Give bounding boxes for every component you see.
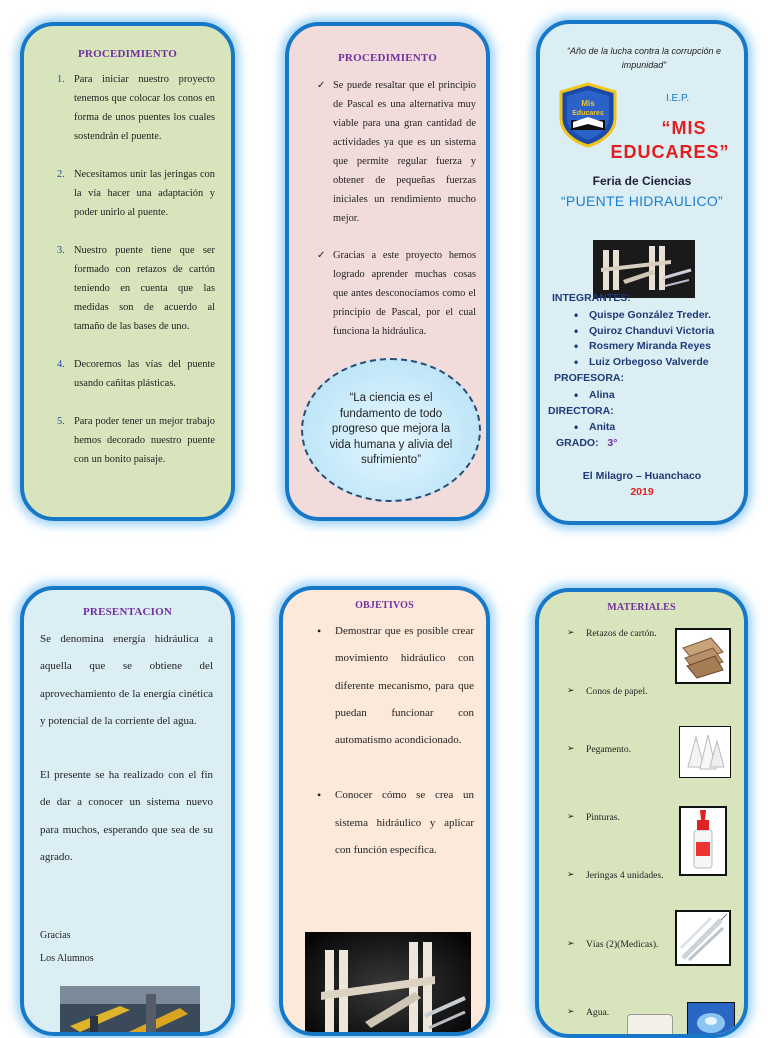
list-item: [567, 628, 657, 639]
svg-text:Mis: Mis: [581, 99, 595, 108]
project-title: “PUENTE HIDRAULICO”: [560, 193, 724, 209]
panel-title: OBJETIVOS: [355, 600, 414, 611]
objectives-list: [299, 618, 474, 892]
item-text: Se puede resaltar que el principio de Pascal es una alternativa muy viable para una gran cantidad de actividades ya que es un sistema que permite regular fuerza y obtener de pequeñas fuerzas iniciales un rendimiento mucho mejor.: [333, 80, 476, 224]
presentation-body: [40, 626, 213, 898]
bullet-icon: •: [317, 624, 322, 638]
material-name: Conos de papel.: [586, 686, 648, 697]
grado-value: 3°: [607, 437, 618, 449]
step-text: Nuestro puente tiene que ser formado con retazos de cartón teniendo en cuenta que las medidas son de acuerdo al tamaño de las bases de uno.: [74, 245, 215, 332]
material-name: Pinturas.: [586, 812, 620, 823]
arrow-bullet-icon: ➢: [567, 939, 575, 949]
glue-bottle-image: [679, 806, 727, 876]
panel-cover: [536, 20, 748, 525]
material-name: Jeringas 4 unidades.: [586, 870, 664, 881]
step-number: 5.: [57, 416, 65, 427]
list-item: [34, 412, 215, 469]
school-name-line2: EDUCARES”: [610, 142, 730, 162]
school-name-line1: “MIS: [661, 118, 707, 138]
panel-title: PROCEDIMIENTO: [338, 52, 437, 64]
arrow-bullet-icon: ➢: [567, 812, 575, 822]
item-text: Demostrar que es posible crear movimiento hidráulico con diferente mecanismo, para que puedan funcionar con automatismo acondicionado.: [335, 625, 474, 747]
list-item: [567, 1007, 609, 1018]
step-number: 2.: [57, 169, 65, 180]
school-name: [610, 116, 748, 164]
water-image: [687, 1002, 735, 1038]
material-name: Retazos de cartón.: [586, 628, 657, 639]
step-text: Necesitamos unir las jeringas con la vía hacer una adaptación y poder unirlo al puente.: [74, 169, 215, 218]
list-item: • Quiroz Chanduvi Victoria: [572, 325, 714, 337]
steps-list: [34, 70, 215, 488]
panel-objetivos: [279, 586, 490, 1036]
item-text: Conocer cómo se crea un sistema hidráulico y aplicar con función específica.: [335, 789, 474, 857]
step-text: Para poder tener un mejor trabajo hemos decorado nuestro puente con un bonito paisaje.: [74, 416, 215, 465]
location: El Milagro – Huanchaco: [582, 470, 702, 482]
list-item: [313, 246, 476, 341]
syringes-image: [675, 910, 731, 966]
arrow-bullet-icon: ➢: [567, 628, 575, 638]
panel-title: MATERIALES: [607, 602, 676, 613]
step-text: Decoremos las vías del puente usando cañitas plásticas.: [74, 359, 215, 389]
list-item: [567, 686, 648, 697]
iep-label: I.E.P.: [666, 93, 690, 104]
panel-materiales: [535, 588, 748, 1038]
bullet-icon: •: [317, 788, 322, 803]
list-item: • Quispe González Treder.: [572, 309, 711, 321]
paper-cones-image: [679, 726, 731, 778]
list-item: [567, 812, 620, 823]
quote-oval: [301, 358, 481, 502]
list-item: [313, 76, 476, 228]
year: 2019: [630, 486, 654, 498]
bridge-photo: [593, 240, 695, 298]
panel-procedimiento-2: [285, 22, 490, 521]
step-number: 1.: [57, 74, 65, 85]
arrow-bullet-icon: ➢: [567, 686, 575, 696]
list-item: [567, 939, 658, 950]
school-logo-icon: [557, 82, 619, 148]
checkmark-icon: ✓: [317, 250, 326, 261]
svg-text:Educares: Educares: [572, 110, 604, 117]
panel-presentacion: [20, 586, 235, 1036]
container-image: [627, 1014, 673, 1038]
list-item: [299, 782, 474, 864]
item-text: Gracias a este proyecto hemos logrado aprender muchas cosas que antes desconocíamos como el principio de Pascal, por el cual funciona la hidráulica.: [333, 250, 476, 337]
list-item: [34, 355, 215, 393]
material-name: Pegamento.: [586, 744, 632, 755]
checkmark-icon: ✓: [317, 80, 326, 91]
list-item: [34, 70, 215, 146]
paragraph: El presente se ha realizado con el fin de dar a conocer un sistema nuevo para muchos, esperando que sea de su agrado.: [40, 769, 213, 864]
arrow-bullet-icon: ➢: [567, 870, 575, 880]
integrantes-label: INTEGRANTES:: [552, 292, 631, 304]
signature-text: Los Alumnos: [40, 953, 94, 964]
conclusions-list: [313, 76, 476, 359]
grado-line: [556, 437, 617, 449]
list-item: [34, 165, 215, 222]
year-motto: “Año de la lucha contra la corrupción e impunidad”: [566, 46, 722, 70]
panel-title: PRESENTACION: [83, 606, 172, 618]
cardboard-image: [675, 628, 731, 684]
panel-title: PROCEDIMIENTO: [78, 48, 177, 60]
step-number: 3.: [57, 245, 65, 256]
directora-name: • Anita: [572, 421, 615, 433]
list-item: [34, 241, 215, 336]
panel-procedimiento-1: [20, 22, 235, 521]
closing: [40, 924, 94, 970]
list-item: [299, 618, 474, 754]
event-name: Feria de Ciencias: [592, 174, 692, 188]
profesora-label: PROFESORA:: [554, 372, 625, 384]
step-text: Para iniciar nuestro proyecto tenemos que colocar los conos en forma de unos puentes los cuales sostendrán el puente.: [74, 74, 215, 142]
list-item: [567, 744, 631, 755]
hydraulic-machine-photo: [60, 986, 200, 1036]
quote-text: “La ciencia es el fundamento de todo progreso que mejora la vida humana y alivia del sufrimiento”: [329, 392, 453, 467]
arrow-bullet-icon: ➢: [567, 1007, 575, 1017]
paragraph: Se denomina energía hidráulica a aquella que se obtiene del aprovechamiento de la energía cinética y potencial de la corriente del agua.: [40, 633, 213, 727]
directora-label: DIRECTORA:: [548, 405, 614, 417]
list-item: • Rosmery Miranda Reyes: [572, 340, 711, 352]
profesora-name: • Alina: [572, 389, 615, 401]
thanks-text: Gracias: [40, 930, 71, 941]
material-name: Agua.: [586, 1007, 610, 1018]
list-item: [567, 870, 664, 881]
step-number: 4.: [57, 359, 65, 370]
bridge-photo: [305, 932, 471, 1036]
material-name: Vías (2)(Medicas).: [586, 939, 659, 950]
grado-label: GRADO:: [556, 437, 599, 449]
list-item: • Luiz Orbegoso Valverde: [572, 356, 709, 368]
arrow-bullet-icon: ➢: [567, 744, 575, 754]
